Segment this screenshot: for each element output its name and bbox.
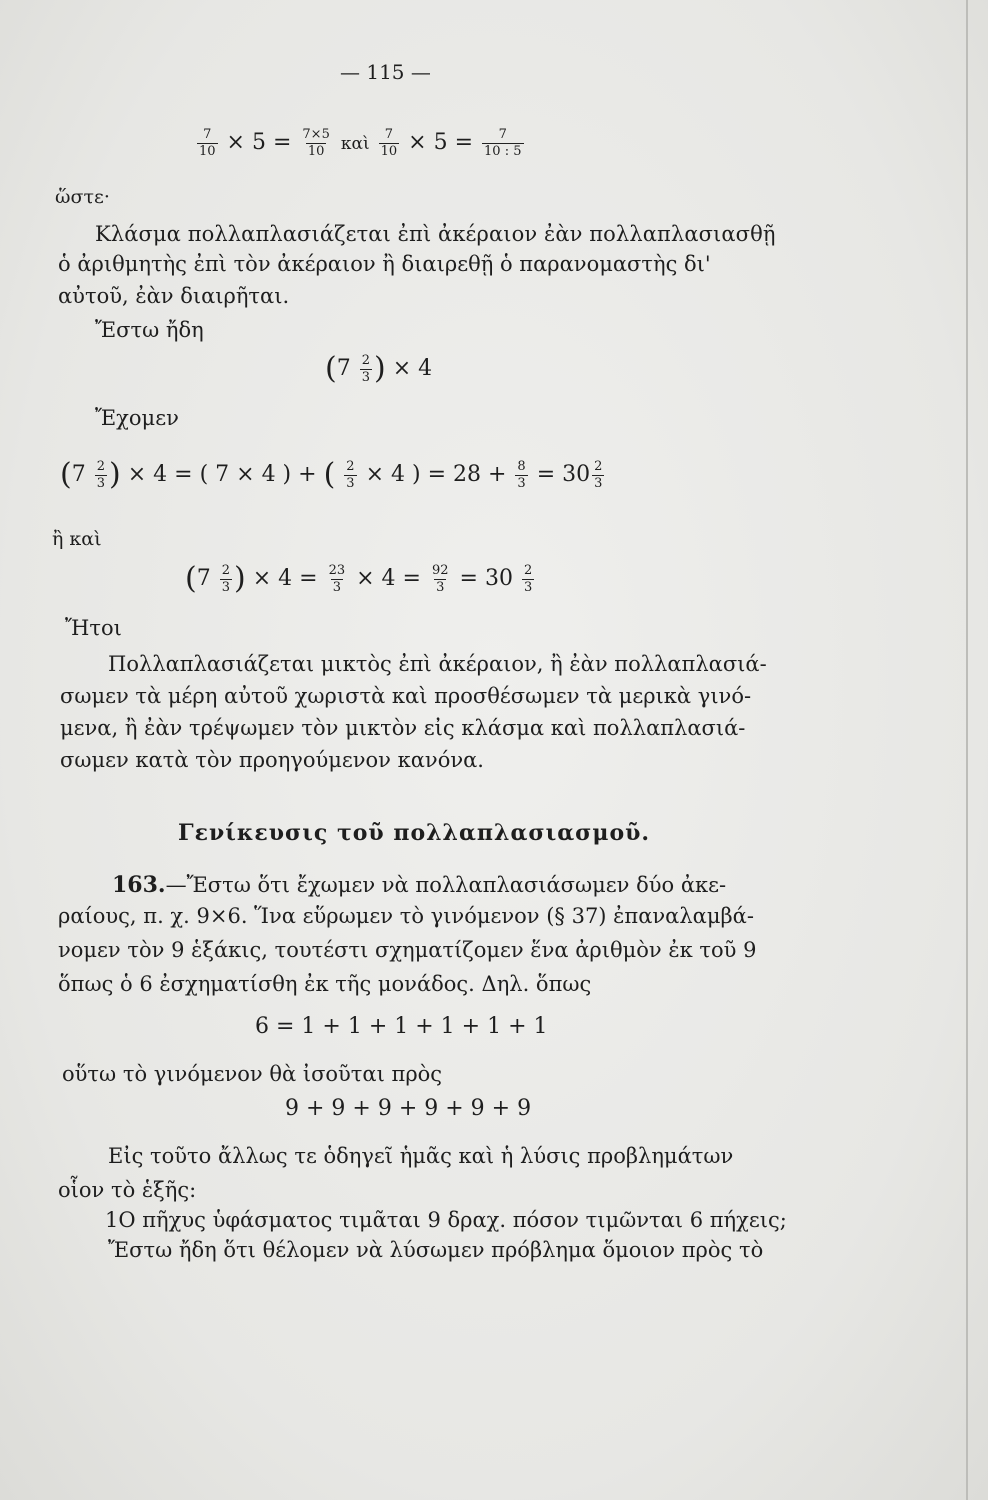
fraction: $\frac{7}{10}$: [380, 127, 398, 159]
rule1-line-3: αὐτοῦ, ἐὰν διαιρῆται.: [58, 284, 290, 308]
fraction: $\frac{2}{3}$: [361, 353, 370, 385]
section-line-4: ὅπως ὁ 6 ἐσχηματίσθη ἐκ τῆς μονάδος. Δηλ. ὅπως: [58, 972, 592, 996]
rule2-line-1: Πολλαπλασιάζεται μικτὸς ἐπὶ ἀκέραιον, ἢ ἐὰν πολλαπλασιά-: [108, 652, 767, 676]
fraction: $\frac{2}{3}$: [594, 459, 603, 491]
fraction: $\frac{2}{3}$: [346, 459, 355, 491]
outw-text: οὕτω τὸ γινόμενον θὰ ἰσοῦται πρὸς: [62, 1062, 443, 1086]
scan-edge-mark: [966, 0, 968, 1500]
exomen-text: Ἔχομεν: [95, 406, 179, 430]
equation-mixed-times-four: (7 $\frac{2}{3}$ ) × 4: [325, 351, 433, 387]
fraction: $\frac{23}{3}$: [328, 563, 346, 595]
fraction: $\frac{7}{10}$: [199, 127, 216, 159]
fraction: $\frac{7\times 5}{10}$: [302, 127, 330, 159]
page-number: — 115 —: [340, 60, 431, 84]
section-number: 163.: [112, 872, 166, 898]
fraction: $\frac{92}{3}$: [431, 563, 449, 595]
equation-sum-of-ones: 6 = 1 + 1 + 1 + 1 + 1 + 1: [255, 1014, 548, 1039]
equation-fraction-times-integer: $\frac{7}{10}$ × 5 = $\frac{7\times 5}{10}$ καὶ $\frac{7}{10}$ × 5 = $\frac{7}{10 : 5}$: [199, 127, 522, 159]
equation-improper-fraction: (7 $\frac{2}{3}$ ) × 4 = $\frac{23}{3}$ × 4 = $\frac{92}{3}$ = 30 $\frac{2}{3}$: [185, 561, 533, 597]
equation-distributive: (7 $\frac{2}{3}$ ) × 4 = ( 7 × 4 ) + ( $\frac{2}{3}$ × 4 ) = 28 + $\frac{8}{3}$ = 30 $\frac{2}{3}$: [60, 457, 603, 493]
rule2-line-2: σωμεν τὰ μέρη αὐτοῦ χωριστὰ καὶ προσθέσωμεν τὰ μερικὰ γινό-: [60, 684, 752, 708]
final-line-2: οἷον τὸ ἑξῆς:: [58, 1178, 197, 1202]
fraction: $\frac{8}{3}$: [517, 459, 526, 491]
final-line-1: Εἰς τοῦτο ἄλλως τε ὁδηγεῖ ἡμᾶς καὶ ἡ λύσις προβλημάτων: [108, 1144, 734, 1168]
fraction: $\frac{2}{3}$: [523, 563, 533, 595]
wste-word: ὥστε·: [55, 186, 110, 208]
rule1-line-1: Κλάσμα πολλαπλασιάζεται ἐπὶ ἀκέραιον ἐὰν πολλαπλασιασθῇ: [95, 222, 776, 246]
final-line-3: 1Ο πῆχυς ὑφάσματος τιμᾶται 9 δραχ. πόσον τιμῶνται 6 πήχεις;: [105, 1208, 787, 1232]
section-line-2: ραίους, π. χ. 9×6. Ἵνα εὕρωμεν τὸ γινόμενον (§ 37) ἐπαναλαμβά-: [58, 904, 754, 928]
rule1-line-2: ὁ ἀριθμητὴς ἐπὶ τὸν ἀκέραιον ἢ διαιρεθῇ ὁ παρανομαστὴς δι': [58, 252, 711, 276]
h-kai-text: ἢ καὶ: [52, 528, 102, 550]
final-line-4: Ἔστω ἤδη ὅτι θέλομεν νὰ λύσωμεν πρόβλημα ὅμοιον πρὸς τὸ: [108, 1238, 764, 1262]
fraction: $\frac{7}{10 : 5}$: [484, 127, 522, 159]
section-line-3: νομεν τὸν 9 ἑξάκις, τουτέστι σχηματίζομεν ἕνα ἀριθμὸν ἐκ τοῦ 9: [58, 938, 757, 962]
fraction: $\frac{2}{3}$: [221, 563, 230, 595]
estw-text: Ἔστω ἤδη: [95, 318, 204, 342]
section-heading: Γενίκευσις τοῦ πολλαπλασιασμοῦ.: [178, 820, 651, 846]
rule2-line-3: μενα, ἢ ἐὰν τρέψωμεν τὸν μικτὸν εἰς κλάσμα καὶ πολλαπλασιά-: [60, 716, 746, 740]
section-line-1: 163.—Ἔστω ὅτι ἔχωμεν νὰ πολλαπλασιάσωμεν δύο ἀκε-: [112, 872, 727, 898]
htoi-text: Ἤτοι: [65, 616, 122, 640]
equation-sum-of-nines: 9 + 9 + 9 + 9 + 9 + 9: [285, 1096, 532, 1121]
rule2-line-4: σωμεν κατὰ τὸν προηγούμενον κανόνα.: [60, 748, 484, 772]
fraction: $\frac{2}{3}$: [96, 459, 105, 491]
